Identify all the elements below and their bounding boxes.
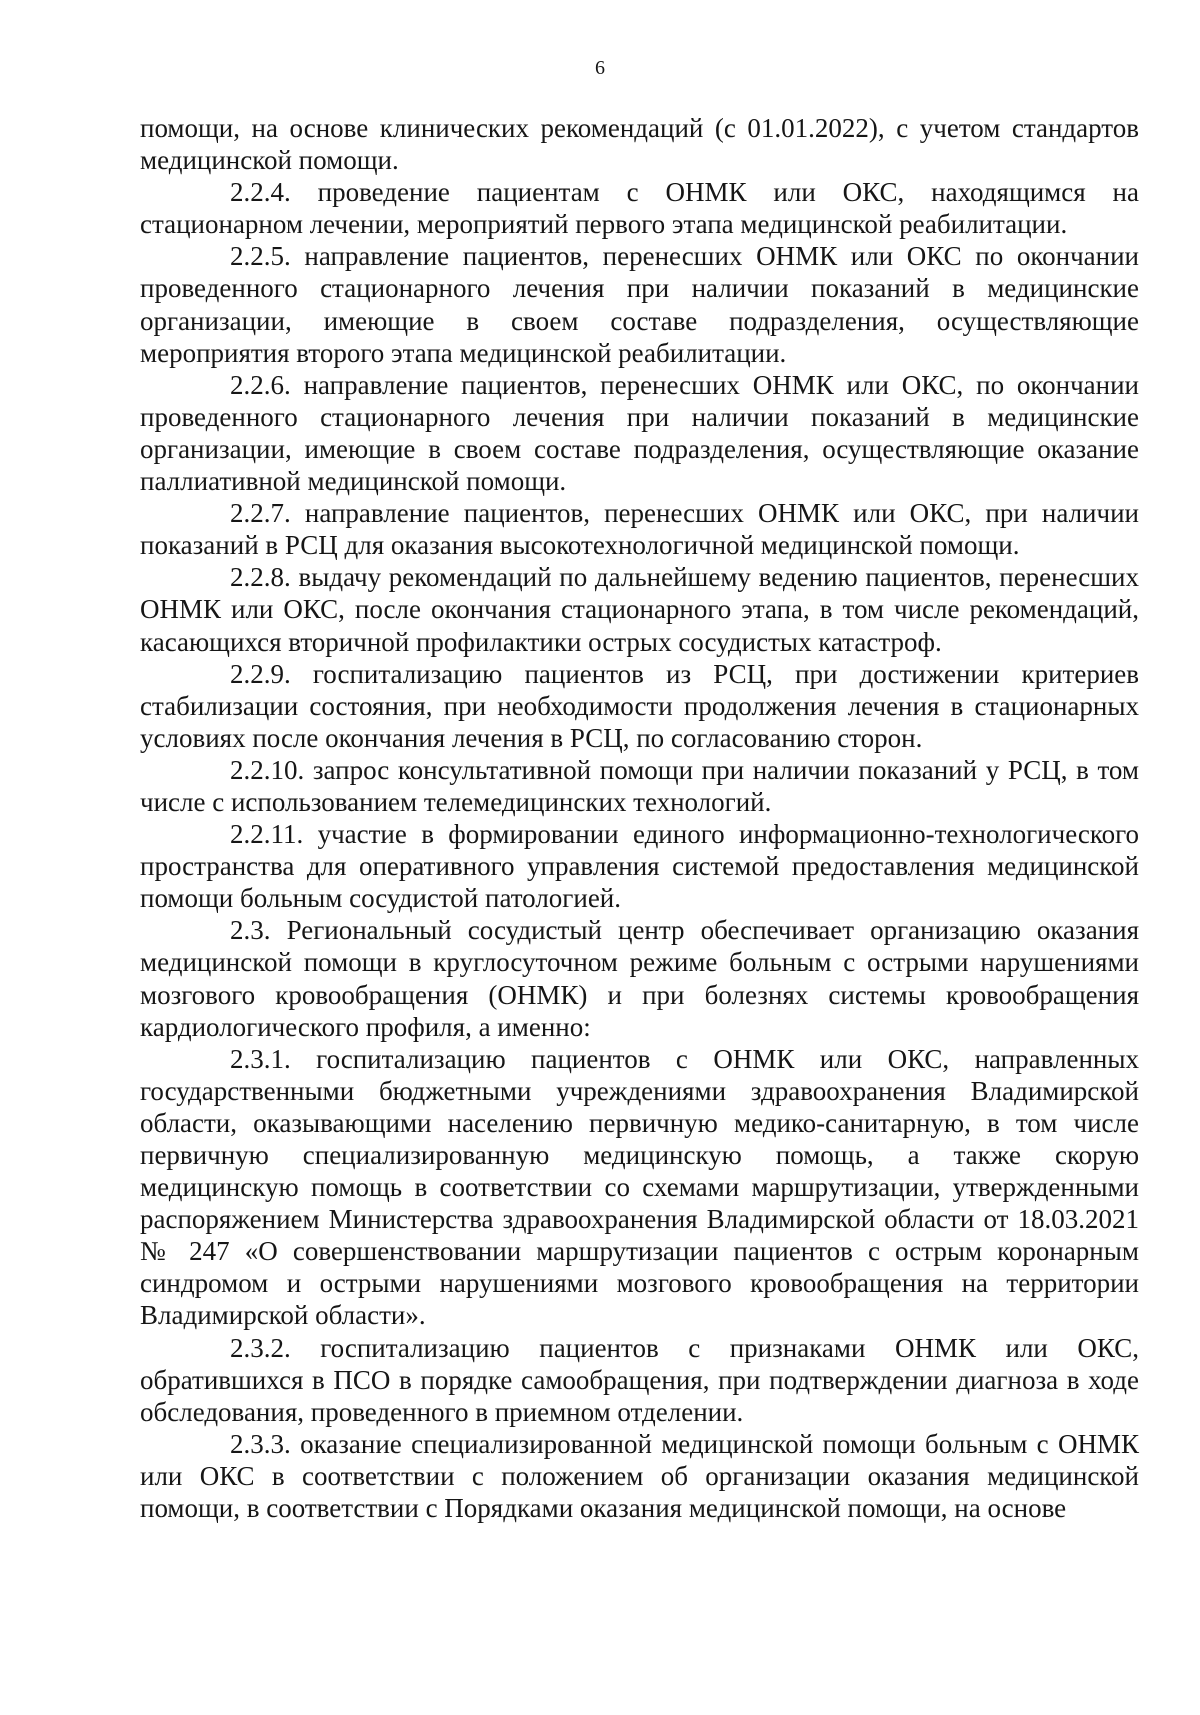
paragraph-2-2-9: 2.2.9. госпитализацию пациентов из РСЦ, при достижении критериев стабилизации состояния, при необходимости продолжения лечения в стационарных условиях после окончания лечения в РСЦ, по согласованию сторон.: [140, 658, 1139, 753]
page-number: 6: [595, 57, 605, 79]
paragraph-continuation: помощи, на основе клинических рекомендаций (с 01.01.2022), с учетом стандартов медицинской помощи.: [140, 113, 1139, 176]
paragraph-2-2-8: 2.2.8. выдачу рекомендаций по дальнейшему ведению пациентов, перенесших ОНМК или ОКС, после окончания стационарного этапа, в том числе рекомендаций, касающихся вторичной профилактики острых сосудистых катастроф.: [140, 562, 1139, 657]
document-body: [140, 112, 1139, 1524]
paragraph-2-2-5: 2.2.5. направление пациентов, перенесших ОНМК или ОКС по окончании проведенного стационарного лечения при наличии показаний в медицинские организации, имеющие в своем составе подразделения, осуществляющие мероприятия второго этапа медицинской реабилитации.: [140, 241, 1139, 368]
paragraph-2-2-11: 2.2.11. участие в формировании единого информационно-технологического пространства для оперативного управления системой предоставления медицинской помощи больным сосудистой патологией.: [140, 819, 1139, 914]
paragraph-2-3-1: 2.3.1. госпитализацию пациентов с ОНМК или ОКС, направленных государственными бюджетными учреждениями здравоохранения Владимирской области, оказывающими населению первичную медико-санитарную, в том числе первичную специализированную медицинскую помощь, а также скорую медицинскую помощь в соответствии со схемами маршрутизации, утвержденными распоряжением Министерства здравоохранения Владимирской области от 18.03.2021 № 247 «О совершенствовании маршрутизации пациентов с острым коронарным синдромом и острыми нарушениями мозгового кровообращения на территории Владимирской области».: [140, 1043, 1139, 1331]
paragraph-2-3: 2.3. Региональный сосудистый центр обеспечивает организацию оказания медицинской помощи в круглосуточном режиме больным с острыми нарушениями мозгового кровообращения (ОНМК) и при болезнях системы кровообращения кардиологического профиля, а именно:: [140, 915, 1139, 1042]
paragraph-2-2-7: 2.2.7. направление пациентов, перенесших ОНМК или ОКС, при наличии показаний в РСЦ для оказания высокотехнологичной медицинской помощи.: [140, 498, 1139, 561]
paragraph-2-2-10: 2.2.10. запрос консультативной помощи при наличии показаний у РСЦ, в том числе с использованием телемедицинских технологий.: [140, 754, 1139, 817]
paragraph-2-2-4: 2.2.4. проведение пациентам с ОНМК или ОКС, находящимся на стационарном лечении, мероприятий первого этапа медицинской реабилитации.: [140, 177, 1139, 240]
paragraph-2-2-6: 2.2.6. направление пациентов, перенесших ОНМК или ОКС, по окончании проведенного стационарного лечения при наличии показаний в медицинские организации, имеющие в своем составе подразделения, осуществляющие оказание паллиативной медицинской помощи.: [140, 369, 1139, 497]
paragraph-2-3-3: 2.3.3. оказание специализированной медицинской помощи больным с ОНМК или ОКС в соответствии с положением об организации оказания медицинской помощи, в соответствии с Порядками оказания медицинской помощи, на основе: [140, 1428, 1139, 1524]
paragraph-2-3-2: 2.3.2. госпитализацию пациентов с признаками ОНМК или ОКС, обратившихся в ПСО в порядке самообращения, при подтверждении диагноза в ходе обследования, проведенного в приемном отделении.: [140, 1332, 1139, 1427]
